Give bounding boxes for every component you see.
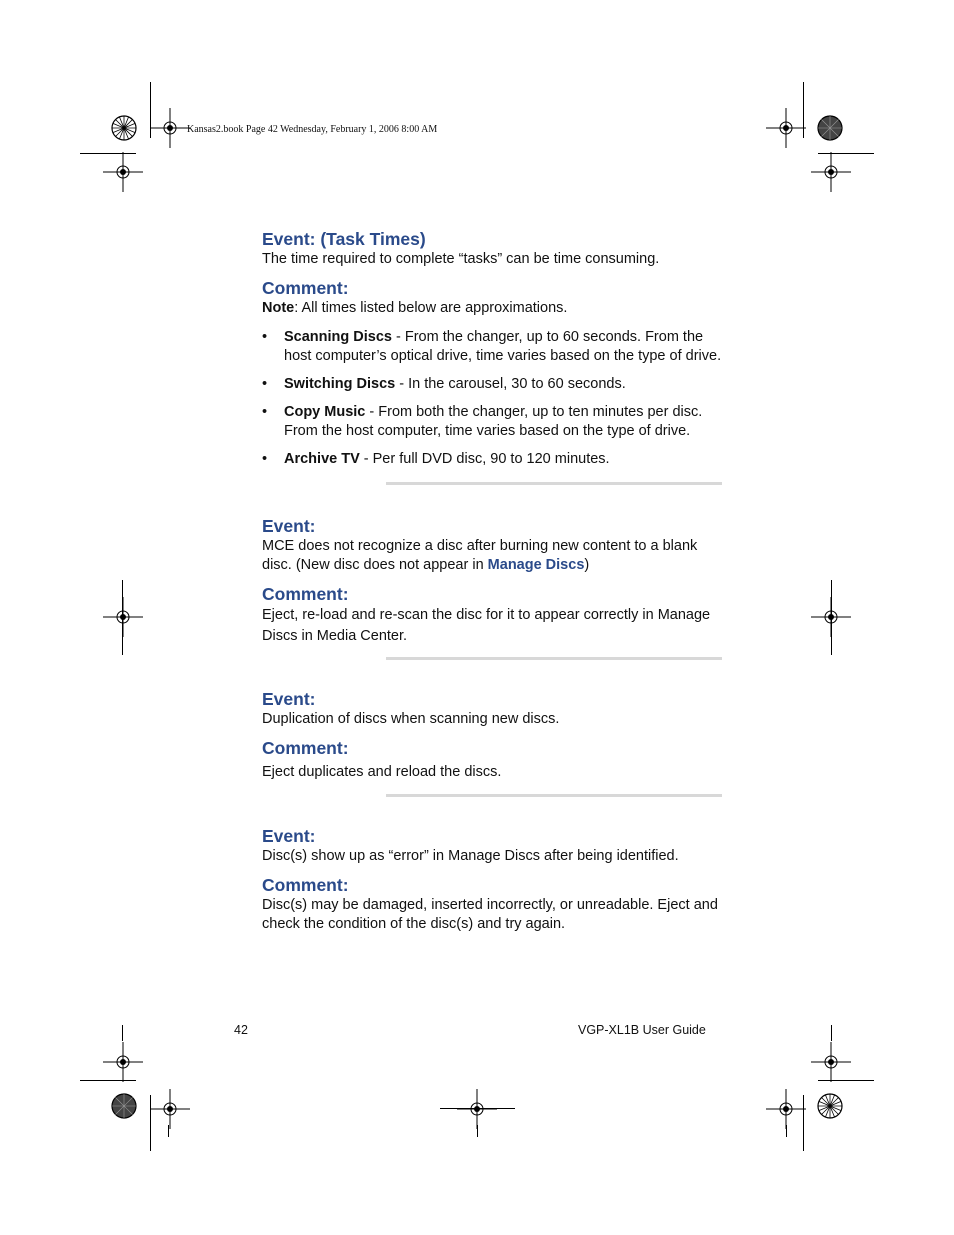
bullet-icon: • xyxy=(262,376,268,392)
list-item xyxy=(262,450,724,469)
task-times-list xyxy=(262,328,724,469)
bullet-icon: • xyxy=(262,329,268,345)
registration-mark-icon xyxy=(111,1093,137,1119)
bullet-icon: • xyxy=(262,404,268,420)
list-item-text: - From both the changer, up to ten minutes per disc. From the host computer, time varies based on the type of drive. xyxy=(284,404,703,439)
list-item-text: - In the carousel, 30 to 60 seconds. xyxy=(395,376,626,392)
event-text xyxy=(262,537,724,575)
comment-text: Disc(s) may be damaged, inserted incorrectly, or unreadable. Eject and check the condition of the disc(s) and try again. xyxy=(262,897,718,932)
note-text xyxy=(262,299,724,318)
registration-crosshair-icon xyxy=(457,1089,497,1129)
comment-heading: Comment: xyxy=(262,738,349,758)
page-content xyxy=(262,228,724,934)
crop-mark-icon xyxy=(122,580,123,655)
event-section xyxy=(262,688,724,797)
registration-crosshair-icon xyxy=(103,597,143,637)
bullet-icon: • xyxy=(262,451,268,467)
event-heading: Event: xyxy=(262,689,316,709)
crop-mark-icon xyxy=(831,1025,832,1041)
crop-mark-icon xyxy=(831,580,832,655)
list-item-term: Copy Music xyxy=(284,404,366,420)
registration-crosshair-icon xyxy=(766,108,806,148)
registration-crosshair-icon xyxy=(103,152,143,192)
event-text: Duplication of discs when scanning new discs. xyxy=(262,711,560,727)
note-label: Note xyxy=(262,300,295,316)
event-heading: Event: xyxy=(262,516,316,536)
event-text-start: MCE does not recognize a disc after burning new content to a blank disc. (New disc does not appear in xyxy=(262,538,698,573)
crop-mark-icon xyxy=(440,1108,515,1109)
comment-heading: Comment: xyxy=(262,278,349,298)
list-item-term: Archive TV xyxy=(284,451,360,467)
registration-mark-icon xyxy=(817,1093,843,1119)
registration-crosshair-icon xyxy=(150,108,190,148)
crop-mark-icon xyxy=(122,1025,123,1041)
manage-discs-link[interactable]: Manage Discs xyxy=(487,557,585,573)
registration-crosshair-icon xyxy=(811,1042,851,1082)
print-header: Kansas2.book Page 42 Wednesday, February 1, 2006 8:00 AM xyxy=(187,124,438,135)
note-body: : All times listed below are approximations. xyxy=(294,300,568,316)
list-item-text: - Per full DVD disc, 90 to 120 minutes. xyxy=(359,451,610,467)
list-item xyxy=(262,403,724,441)
list-item-term: Scanning Discs xyxy=(284,329,392,345)
comment-heading: Comment: xyxy=(262,584,349,604)
event-section xyxy=(262,228,724,485)
crop-mark-icon xyxy=(786,1125,787,1137)
event-heading: Event: (Task Times) xyxy=(262,229,426,249)
page-number: 42 xyxy=(234,1023,248,1037)
comment-heading: Comment: xyxy=(262,875,349,895)
event-section xyxy=(262,825,724,934)
registration-mark-icon xyxy=(111,115,137,141)
comment-text: Eject, re-load and re-scan the disc for it to appear correctly in Manage Discs in Media Center. xyxy=(262,607,711,644)
crop-mark-icon xyxy=(477,1125,478,1137)
list-item-term: Switching Discs xyxy=(284,376,396,392)
list-item xyxy=(262,328,724,366)
event-text-end: ) xyxy=(584,557,590,573)
event-heading: Event: xyxy=(262,826,316,846)
list-item-text: - From the changer, up to 60 seconds. From the host computer’s optical drive, time varies based on the type of drive. xyxy=(284,329,722,364)
event-text: Disc(s) show up as “error” in Manage Discs after being identified. xyxy=(262,848,679,864)
event-text: The time required to complete “tasks” can be time consuming. xyxy=(262,251,660,267)
registration-crosshair-icon xyxy=(103,1042,143,1082)
list-item xyxy=(262,375,724,394)
registration-crosshair-icon xyxy=(150,1089,190,1129)
registration-crosshair-icon xyxy=(766,1089,806,1129)
guide-title: VGP-XL1B User Guide xyxy=(578,1023,706,1037)
crop-mark-icon xyxy=(168,1125,169,1137)
registration-mark-icon xyxy=(817,115,843,141)
event-section xyxy=(262,515,724,660)
registration-crosshair-icon xyxy=(811,152,851,192)
comment-text: Eject duplicates and reload the discs. xyxy=(262,764,502,780)
